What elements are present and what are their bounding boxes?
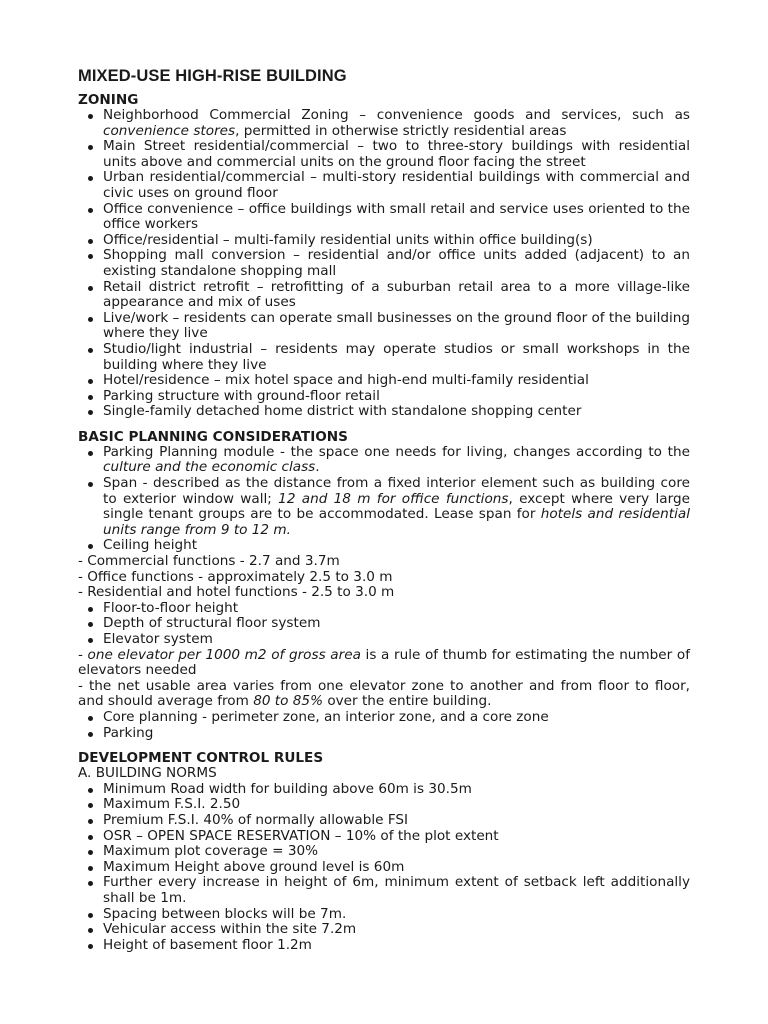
list-item: Premium F.S.I. 40% of normally allowable FSI — [103, 813, 690, 829]
zoning-section — [78, 92, 690, 420]
list-item: Maximum F.S.I. 2.50 — [103, 797, 690, 813]
text-line: - Commercial functions - 2.7 and 3.7m — [78, 553, 340, 570]
list-item: Parking — [103, 726, 690, 742]
list-item: Ceiling height — [103, 538, 690, 554]
list-item: Core planning - perimeter zone, an interior zone, and a core zone — [103, 710, 690, 726]
list-item: Parking Planning module - the space one needs for living, changes according to the culture and the economic class. — [103, 443, 690, 476]
list-item: Shopping mall conversion – residential and/or office units added (adjacent) to an existing standalone shopping mall — [103, 247, 690, 279]
list-item: Elevator system — [103, 632, 690, 648]
list-item: Maximum plot coverage = 30% — [103, 844, 690, 860]
planning-list-2 — [78, 601, 690, 648]
rules-list — [78, 782, 690, 954]
list-item: Hotel/residence – mix hotel space and high-end multi-family residential — [103, 373, 690, 389]
text-line: - the net usable area varies from one elevator zone to another and from floor to floor, and should average from 80 to 85% over the entire building. — [78, 677, 690, 710]
planning-list-1 — [78, 445, 690, 554]
text-line: - Office functions - approximately 2.5 to 3.0 m — [78, 568, 393, 585]
list-item: Neighborhood Commercial Zoning – convenience goods and services, such as convenience stores, permitted in otherwise strictly residential areas — [103, 107, 690, 139]
list-item: Maximum Height above ground level is 60m — [103, 860, 690, 876]
text-line: - one elevator per 1000 m2 of gross area is a rule of thumb for estimating the number of elevators needed — [78, 646, 690, 679]
planning-list-3 — [78, 710, 690, 741]
list-item: Parking structure with ground-floor retail — [103, 389, 690, 405]
list-item: Single-family detached home district with standalone shopping center — [103, 404, 690, 420]
planning-section — [78, 429, 690, 741]
list-item: Office convenience – office buildings with small retail and service uses oriented to the office workers — [103, 200, 690, 233]
list-item: Depth of structural floor system — [103, 616, 690, 632]
zoning-list — [78, 108, 690, 420]
list-item: Span - described as the distance from a fixed interior element such as building core to exterior window wall; 12 and 18 m for office functions, except where very large single tenant groups are to be accommodated. Lease span for hotels and residential units range from 9 to 12 m. — [103, 475, 690, 538]
rules-heading: DEVELOPMENT CONTROL RULES — [78, 750, 324, 767]
list-item: Main Street residential/commercial – two to three-story buildings with residential units above and commercial units on the ground floor facing the street — [103, 138, 690, 170]
list-item: Further every increase in height of 6m, minimum extent of setback left additionally shall be 1m. — [103, 874, 690, 906]
list-item: Office/residential – multi-family residential units within office building(s) — [103, 233, 690, 249]
list-item: Retail district retrofit – retrofitting of a suburban retail area to a more village-like appearance and mix of uses — [103, 278, 690, 311]
list-item: Spacing between blocks will be 7m. — [103, 907, 690, 923]
document-title: MIXED-USE HIGH-RISE BUILDING — [78, 67, 347, 85]
rules-section — [78, 750, 690, 953]
list-item: Height of basement floor 1.2m — [103, 938, 690, 954]
text-line: - Residential and hotel functions - 2.5 to 3.0 m — [78, 584, 395, 601]
planning-heading: BASIC PLANNING CONSIDERATIONS — [78, 428, 348, 445]
list-item: OSR – OPEN SPACE RESERVATION – 10% of the plot extent — [103, 829, 690, 845]
list-item: Studio/light industrial – residents may operate studios or small workshops in the building where they live — [103, 340, 690, 373]
zoning-heading: ZONING — [78, 92, 139, 108]
list-item: Live/work – residents can operate small businesses on the ground floor of the building where they live — [103, 309, 690, 342]
list-item: Floor-to-floor height — [103, 601, 690, 617]
list-item: Vehicular access within the site 7.2m — [103, 922, 690, 938]
list-item: Urban residential/commercial – multi-story residential buildings with commercial and civic uses on ground floor — [103, 169, 690, 201]
rules-subheading: A. BUILDING NORMS — [78, 765, 217, 782]
list-item: Minimum Road width for building above 60m is 30.5m — [103, 782, 690, 798]
